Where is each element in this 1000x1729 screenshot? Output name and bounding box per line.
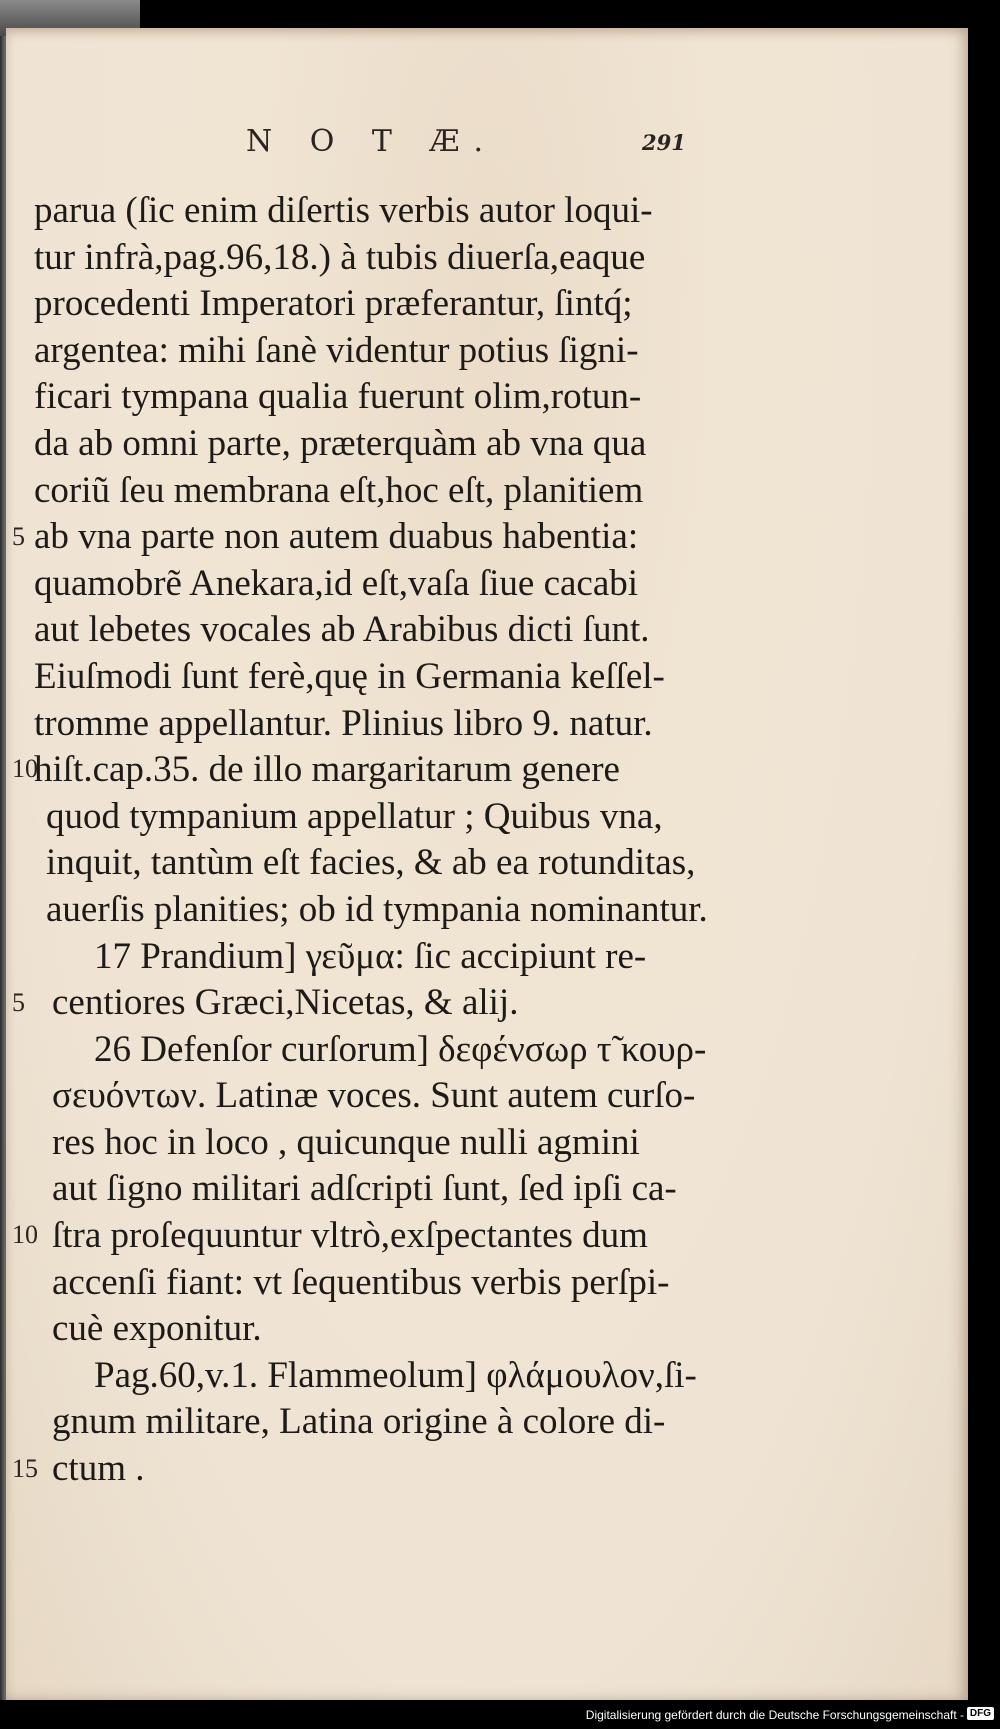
dfg-logo: DFG — [967, 1707, 994, 1720]
page-header — [6, 124, 968, 174]
text-line: quod tympanium appellatur ; Quibus vna, — [46, 795, 663, 837]
page-number: 291 — [642, 130, 686, 155]
text-line: quamobrẽ Anekara,id eſt,vaſa ſiue cacabi — [34, 562, 639, 604]
margin-line-number: 15 — [12, 1454, 38, 1483]
text-line: procedenti Imperatori præferantur, ſintq́; — [34, 283, 633, 325]
text-line: cuè exponitur. — [52, 1308, 262, 1350]
margin-line-number: 10 — [12, 754, 38, 783]
footer-bar — [0, 1700, 1000, 1729]
margin-line-number: 10 — [12, 1220, 38, 1249]
text-line: coriũ ſeu membrana eſt,hoc eſt, planitiem — [34, 469, 644, 511]
text-line: da ab omni parte, præterquàm ab vna qua — [34, 422, 647, 464]
text-line: Eiuſmodi ſunt ferè,quę in Germania keſſel- — [34, 655, 665, 697]
funding-credit: Digitalisierung gefördert durch die Deutsche Forschungsgemeinschaft - — [585, 1708, 964, 1722]
text-line: tur infrà,pag.96,18.) à tubis diuerſa,eaque — [34, 236, 646, 278]
text-line: tromme appellantur. Plinius libro 9. natur. — [34, 702, 653, 744]
margin-line-number: 5 — [12, 988, 25, 1017]
text-line: ab vna parte non autem duabus habentia: — [34, 516, 639, 558]
text-line: argentea: mihi ſanè videntur potius ſigni- — [34, 329, 639, 371]
text-line: Pag.60,v.1. Flammeolum] φλάμουλον,ſi- — [94, 1354, 697, 1396]
running-head: N O T Æ. — [246, 124, 498, 159]
text-line: σευόντων. Latinæ voces. Sunt autem curſo- — [52, 1075, 696, 1117]
text-line: ficari tympana qualia fuerunt olim,rotun- — [34, 376, 642, 418]
text-line: parua (ſic enim diſertis verbis autor loqui- — [34, 190, 653, 231]
text-line: res hoc in loco , quicunque nulli agmini — [52, 1121, 640, 1163]
body-text — [12, 188, 734, 1493]
text-line: 17 Prandium] γεῦμα: ſic accipiunt re- — [94, 935, 647, 977]
margin-line-number: 5 — [12, 522, 25, 551]
text-line: aut ſigno militari adſcripti ſunt, ſed ipſi ca- — [52, 1168, 677, 1210]
text-line: aut lebetes vocales ab Arabibus dicti ſunt. — [34, 609, 650, 651]
text-line: centiores Græci,Nicetas, & alij. — [52, 982, 519, 1024]
text-line: ſtra proſequuntur vltrò,exſpectantes dum — [52, 1215, 648, 1257]
text-line: ctum . — [52, 1448, 145, 1490]
text-line: accenſi fiant: vt ſequentibus verbis perſpi- — [52, 1261, 670, 1303]
text-line: inquit, tantùm eſt facies, & ab ea rotunditas, — [46, 842, 696, 884]
text-line: gnum militare, Latina origine à colore di- — [52, 1401, 666, 1443]
text-line: hiſt.cap.35. de illo margaritarum genere — [34, 749, 620, 791]
book-page — [6, 28, 968, 1700]
text-line: 26 Defenſor curſorum] δεφένσωρ τ̃ κουρ- — [94, 1028, 707, 1070]
text-line: auerſis planities; ob id tympania nominantur. — [46, 888, 708, 930]
